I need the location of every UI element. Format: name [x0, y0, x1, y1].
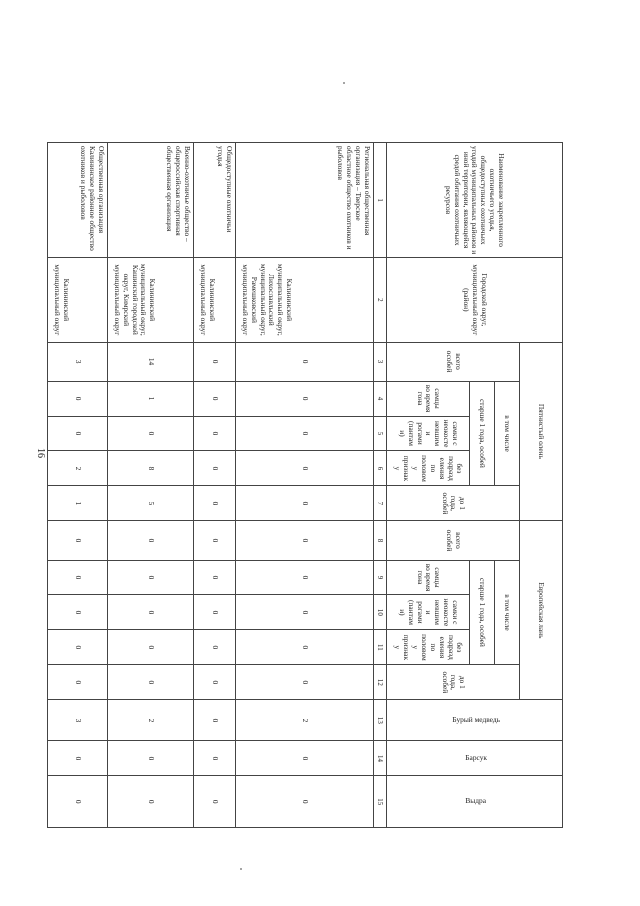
cell-value: 0 [48, 416, 108, 451]
column-number: 7 [374, 486, 387, 521]
cell-value: 0 [108, 416, 194, 451]
cell-value: 0 [194, 595, 236, 630]
header-deer-males: самцы во время гона [387, 381, 470, 416]
header-otter: Выдра [387, 776, 563, 828]
column-number: 14 [374, 741, 387, 776]
rotated-table-wrapper [47, 142, 563, 828]
cell-value: 0 [236, 451, 374, 486]
table-row [108, 143, 194, 828]
header-boar-total: всего особей [387, 521, 520, 560]
header-bear: Бурый медведь [387, 700, 563, 741]
cell-value: 0 [108, 521, 194, 560]
cell-value: 0 [236, 381, 374, 416]
cell-value: 0 [236, 486, 374, 521]
column-number: 8 [374, 521, 387, 560]
table-row [194, 143, 236, 828]
cell-value: 0 [236, 741, 374, 776]
cell-value: 3 [48, 342, 108, 381]
cell-value: 0 [194, 416, 236, 451]
header-deer-including: в том числе [495, 381, 520, 486]
header-boar-older: старше 1 года, особей [470, 560, 495, 665]
cell-value: 0 [48, 595, 108, 630]
cell-value: 2 [48, 451, 108, 486]
page-number: 16 [35, 448, 46, 458]
column-number: 6 [374, 451, 387, 486]
cell-value: 1 [108, 381, 194, 416]
cell-value: 0 [108, 776, 194, 828]
cell-value: 8 [108, 451, 194, 486]
cell-value: 0 [194, 560, 236, 595]
cell-value: 0 [236, 595, 374, 630]
scan-speck [343, 82, 345, 84]
cell-value: 2 [108, 700, 194, 741]
row-name: Военно-охотничье общество – общероссийская спортивная общественная организация [108, 143, 194, 258]
cell-value: 0 [236, 416, 374, 451]
cell-value: 0 [48, 741, 108, 776]
column-number: 1 [374, 143, 387, 258]
cell-value: 0 [108, 741, 194, 776]
cell-value: 0 [236, 776, 374, 828]
header-row-1 [520, 143, 563, 828]
cell-value: 0 [194, 630, 236, 665]
header-deer-total: всего особей [387, 342, 520, 381]
table-row [236, 143, 374, 828]
cell-value: 2 [236, 700, 374, 741]
row-name: Общественная организация Калининское районное общество охотников и рыболовов [48, 143, 108, 258]
row-name: Региональная общественная организация – Тверское областное общество охотников и рыболовов [236, 143, 374, 258]
cell-value: 0 [194, 700, 236, 741]
header-boar-young: до 1 года, особей [387, 665, 520, 700]
cell-value: 0 [108, 630, 194, 665]
cell-value: 3 [48, 700, 108, 741]
header-badger: Барсук [387, 741, 563, 776]
cell-value: 0 [108, 560, 194, 595]
cell-value: 0 [194, 521, 236, 560]
cell-value: 5 [108, 486, 194, 521]
cell-value: 0 [236, 630, 374, 665]
cell-value: 1 [48, 486, 108, 521]
cell-value: 0 [194, 486, 236, 521]
column-number: 5 [374, 416, 387, 451]
header-name: Наименование закрепленного охотничьего угодья, общедоступных охотничьих угодий муниципальных районов и иной территории, являющейся средой обитания охотничьих ресурсов [387, 143, 563, 258]
column-number: 12 [374, 665, 387, 700]
column-number: 3 [374, 342, 387, 381]
cell-value: 14 [108, 342, 194, 381]
column-number: 15 [374, 776, 387, 828]
row-district: Калининский муниципальный округ, Лихославльский муниципальный округ, Рамешковский муниципальный округ [236, 258, 374, 342]
row-district: Калининский муниципальный округ [194, 258, 236, 342]
scan-speck [240, 868, 242, 870]
column-number: 13 [374, 700, 387, 741]
header-boar: Европейская лань [520, 521, 563, 700]
cell-value: 0 [194, 741, 236, 776]
header-deer: Пятнистый олень [520, 342, 563, 521]
column-number: 2 [374, 258, 387, 342]
column-numbers-row [374, 143, 387, 828]
cell-value: 0 [194, 451, 236, 486]
cell-value: 0 [48, 776, 108, 828]
header-boar-including: в том числе [495, 560, 520, 665]
cell-value: 0 [194, 776, 236, 828]
cell-value: 0 [48, 521, 108, 560]
cell-value: 0 [48, 630, 108, 665]
cell-value: 0 [194, 665, 236, 700]
hunting-resources-table [47, 142, 563, 828]
cell-value: 0 [48, 381, 108, 416]
cell-value: 0 [108, 595, 194, 630]
cell-value: 0 [194, 342, 236, 381]
row-district: Калининский муниципальный округ, Кашинский городской округ, Кимрский муниципальный округ [108, 258, 194, 342]
cell-value: 0 [236, 665, 374, 700]
column-number: 9 [374, 560, 387, 595]
header-deer-nosex: без подразделения по половому признаку [387, 451, 470, 486]
column-number: 10 [374, 595, 387, 630]
header-boar-males: самцы во время гона [387, 560, 470, 595]
cell-value: 0 [108, 665, 194, 700]
header-deer-females: самки с неокостеневшими рогами (пантами) [387, 416, 470, 451]
row-name: Общедоступные охотничьи угодья [194, 143, 236, 258]
header-deer-older: старше 1 года, особей [470, 381, 495, 486]
table-row [48, 143, 108, 828]
header-boar-nosex: без подразделения по половому признаку [387, 630, 470, 665]
cell-value: 0 [236, 342, 374, 381]
row-district: Калининский муниципальный округ [48, 258, 108, 342]
cell-value: 0 [48, 560, 108, 595]
cell-value: 0 [236, 521, 374, 560]
header-district: Городской округ, муниципальный округ (район) [387, 258, 563, 342]
column-number: 11 [374, 630, 387, 665]
header-deer-young: до 1 года, особей [387, 486, 520, 521]
header-boar-females: самки с неокостеневшими рогами (пантами) [387, 595, 470, 630]
cell-value: 0 [48, 665, 108, 700]
column-number: 4 [374, 381, 387, 416]
cell-value: 0 [194, 381, 236, 416]
cell-value: 0 [236, 560, 374, 595]
